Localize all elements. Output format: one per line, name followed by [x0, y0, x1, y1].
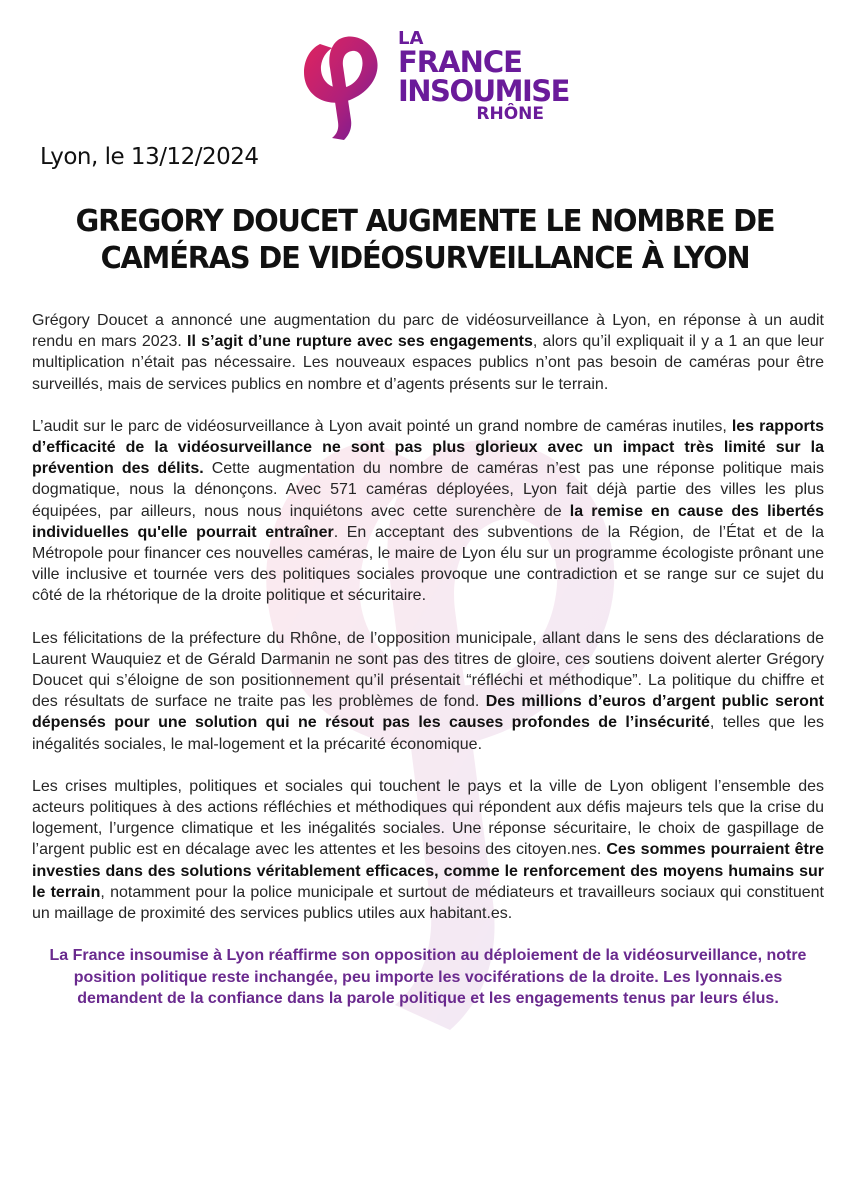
p2-text-e: . En acceptant des subventions de la Région, de l’État et de la Métropole pour financer ces nouvelles caméras, le maire de Lyon élu sur un programme écologiste prônant une ville inclusive et tournée vers des politiques sociales provoque une contradiction et se range sur ce sujet du côté de la rhétorique de la droite politique et sécuritaire.	[32, 523, 824, 605]
p2-text-c: Cette augmentation du nombre de caméras n’est pas une réponse politique mais dogmatique, nous la dénonçons. Avec 571 caméras déployées, Lyon fait déjà partie des villes les plus équipées, par ailleurs, nous nous inquiétons avec cette surenchère de	[32, 460, 825, 520]
press-release-body	[32, 310, 824, 1010]
p1-text-c: , alors qu’il expliquait il y a 1 an que leur multiplication n’était pas nécessaire. Les nouveaux espaces publics n’ont pas besoin de caméras pour être surveillés, mais de services publics en nombre et d’agents présents sur le terrain.	[32, 333, 825, 393]
p1-bold-b: Il s’agit d’une rupture avec ses engagements	[187, 333, 533, 351]
phi-symbol-icon	[298, 26, 394, 142]
logo-line-la: LA	[398, 28, 424, 49]
paragraph-4	[32, 776, 824, 924]
p2-bold-d: la remise en cause des libertés individuelles qu'elle pourrait entraîner	[32, 502, 824, 541]
logo-line-insoumise: INSOUMISE	[398, 74, 569, 108]
date-line: Lyon, le 13/12/2024	[40, 144, 259, 170]
logo-line-france: FRANCE	[398, 45, 522, 79]
paragraph-3	[32, 628, 824, 755]
logo-line-rhone: RHÔNE	[476, 104, 544, 124]
lfi-rhone-logo	[298, 26, 569, 142]
title-line-1: GREGORY DOUCET AUGMENTE LE NOMBRE DE	[75, 204, 775, 239]
p4-text-a: Les crises multiples, politiques et sociales qui touchent le pays et la ville de Lyon obligent l’ensemble des acteurs politiques à des actions réfléchies et méthodiques qui répondent aux défis majeurs tels que la crise du logement, l’urgence climatique et les inégalités sociales. Une réponse sécuritaire, le choix de gaspillage de l’argent public est en décalage avec les attentes et les besoins des citoyen.nes.	[32, 777, 824, 859]
page-title	[75, 203, 776, 277]
paragraph-2	[32, 416, 824, 607]
logo-wordmark	[398, 28, 569, 124]
closing-statement: La France insoumise à Lyon réaffirme son opposition au déploiement de la vidéosurveillance, notre position politique reste inchangée, peu importe les vociférations de la droite. Les lyonnais.es demandent de la confiance dans la parole politique et les engagements tenus par leurs élus.	[49, 947, 807, 1008]
p3-text-a: Les félicitations de la préfecture du Rhône, de l’opposition municipale, allant dans le sens des déclarations de Laurent Wauquiez et de Gérald Darmanin ne sont pas des titres de gloire, ces soutiens doivent alerter Grégory Doucet qui s’éloigne de son positionnement qu’il présentait “réfléchi et méthodique”. La politique du chiffre et des résultats de surface ne traite pas les problèmes de fond.	[32, 629, 824, 711]
p3-bold-b: Des millions d’euros d’argent public seront dépensés pour une solution qui ne résout pas les causes profondes de l’insécurité	[32, 693, 824, 732]
p3-text-c: , telles que les inégalités sociales, le mal-logement et la précarité économique.	[32, 714, 824, 753]
title-line-2: CAMÉRAS DE VIDÉOSURVEILLANCE À LYON	[100, 241, 750, 276]
p1-text-a: Grégory Doucet a annoncé une augmentation du parc de vidéosurveillance à Lyon, en réponse à un audit rendu en mars 2023.	[32, 312, 824, 351]
p4-bold-b: Ces sommes pourraient être investies dans des solutions véritablement efficaces, comme le renforcement des moyens humains sur le terrain	[32, 841, 825, 901]
p2-bold-b: les rapports d’efficacité de la vidéosurveillance ne sont pas plus glorieux avec un impact très limité sur la prévention des délits.	[32, 417, 824, 478]
p2-text-a: L’audit sur le parc de vidéosurveillance à Lyon avait pointé un grand nombre de caméras inutiles,	[32, 417, 732, 435]
p4-text-c: , notamment pour la police municipale et surtout de médiateurs et travailleurs sociaux qui constituent un maillage de proximité des services publics utiles aux habitant.es.	[32, 883, 824, 923]
paragraph-1	[32, 310, 824, 395]
